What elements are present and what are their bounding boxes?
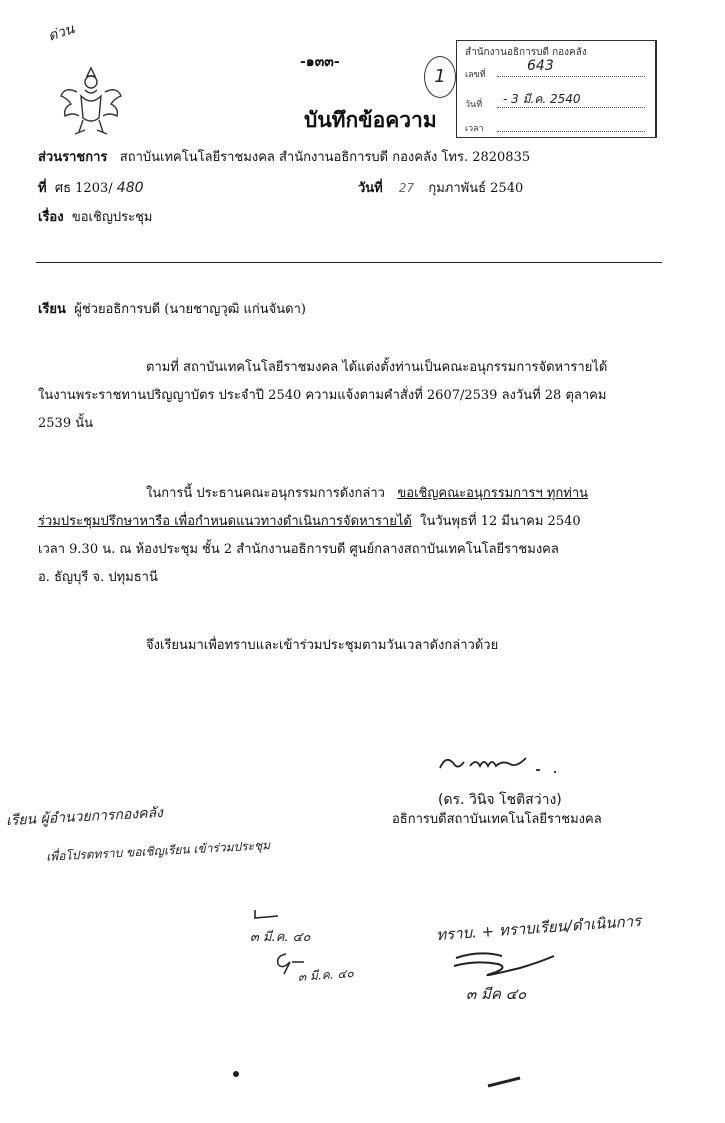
header-divider (36, 262, 662, 263)
date-line (358, 180, 523, 197)
p1-line1: ตามที่ สถาบันเทคโนโลยีราชมงคล ได้แต่งตั้งท่านเป็นคณะอนุกรรมการจัดหารายได้ (146, 360, 608, 375)
director-signature-icon (436, 744, 596, 780)
p2-line3: เวลา 9.30 น. ณ ห้องประชุม ชั้น 2 สำนักงานอธิการบดี ศูนย์กลางสถาบันเทคโนโลยีราชมงคล (38, 542, 559, 557)
stamp-date-value: - 3 มี.ค. 2540 (503, 92, 581, 106)
stamp-time-label: เวลา (465, 124, 484, 134)
subject-line (38, 210, 153, 226)
initial-mark-icon (252, 906, 282, 922)
salutation (38, 302, 306, 318)
p1-line3: 2539 นั้น (38, 416, 93, 431)
p1-line2: ในงานพระราชทานปริญญาบัตร ประจำปี 2540 ความแจ้งตามคำสั่งที่ 2607/2539 ลงวันที่ 28 ตุลาคม (38, 388, 607, 403)
p2-line2b: ในวันพุธที่ 12 มีนาคม 2540 (420, 514, 581, 529)
stamp-no-value: 643 (527, 58, 554, 74)
salutation-label: เรียน (38, 302, 66, 317)
ref-value: ศธ 1203/ (54, 181, 113, 196)
signatory-position: อธิการบดีสถาบันเทคโนโลยีราชมงคล (392, 812, 602, 827)
subject-label: เรื่อง (38, 210, 64, 225)
p2-line1 (146, 486, 588, 502)
date-day: 27 (398, 181, 415, 195)
handwritten-date-3: ๓ มีค ๔๐ (466, 985, 527, 1003)
scan-mark-icon (484, 1074, 524, 1090)
p2-line4: อ. ธัญบุรี จ. ปทุมธานี (38, 570, 158, 585)
stamp-no-label: เลขที่ (465, 70, 486, 80)
stamp-org: สำนักงานอธิการบดี กองคลัง (465, 47, 587, 58)
signatory-name: (ดร. วินิจ โชติสว่าง) (438, 792, 562, 808)
memo-title: บันทึกข้อความ (304, 107, 437, 132)
p3-line: จึงเรียนมาเพื่อทราบและเข้าร่วมประชุมตามวันเวลาดังกล่าวด้วย (146, 638, 499, 653)
handwritten-note-2: เพื่อโปรดทราบ ขอเชิญเรียน เข้าร่วมประชุม (45, 838, 271, 864)
date-label: วันที่ (358, 181, 383, 196)
agency-value: สถาบันเทคโนโลยีราชมงคล สำนักงานอธิการบดี กองคลัง โทร. 2820835 (119, 150, 531, 165)
salutation-value: ผู้ช่วยอธิการบดี (นายชาญวุฒิ แก่นจันดา) (74, 302, 306, 317)
stamp-date-label: วันที่ (465, 100, 483, 110)
scan-dot-icon (230, 1068, 242, 1080)
circle-mark: 1 (424, 56, 456, 98)
page-number: -๑๓๓- (300, 54, 340, 70)
ref-label: ที่ (38, 181, 47, 196)
corner-handwritten-note: ด่วน (46, 21, 77, 45)
handwritten-date-2: ๓ มี.ค. ๔๐ (297, 966, 355, 984)
handwritten-date-1: ๓ มี.ค. ๔๐ (250, 930, 311, 945)
p2-line2 (38, 514, 581, 530)
approval-signature-icon (450, 948, 560, 980)
reference-line (38, 180, 144, 197)
p2-line1b: ขอเชิญคณะอนุกรรมการฯ ทุกท่าน (397, 486, 589, 501)
agency-line (38, 150, 530, 166)
receiving-stamp (456, 40, 657, 138)
handwritten-note-right: ทราบ. + ทราบเรียน/ดำเนินการ (435, 911, 642, 945)
agency-label: ส่วนราชการ (38, 150, 108, 165)
date-value: กุมภาพันธ์ 2540 (428, 181, 524, 196)
ref-number: 480 (116, 180, 144, 196)
p2-line2a: ร่วมประชุมปรึกษาหารือ เพื่อกำหนดแนวทางดำเนินการจัดหารายได้ (38, 514, 412, 529)
handwritten-note-1: เรียน ผู้อำนวยการกองคลัง (5, 804, 164, 830)
p2-line1a: ในการนี้ ประธานคณะอนุกรรมการดังกล่าว (146, 486, 385, 501)
subject-value: ขอเชิญประชุม (71, 210, 153, 225)
garuda-emblem-icon (55, 62, 127, 140)
